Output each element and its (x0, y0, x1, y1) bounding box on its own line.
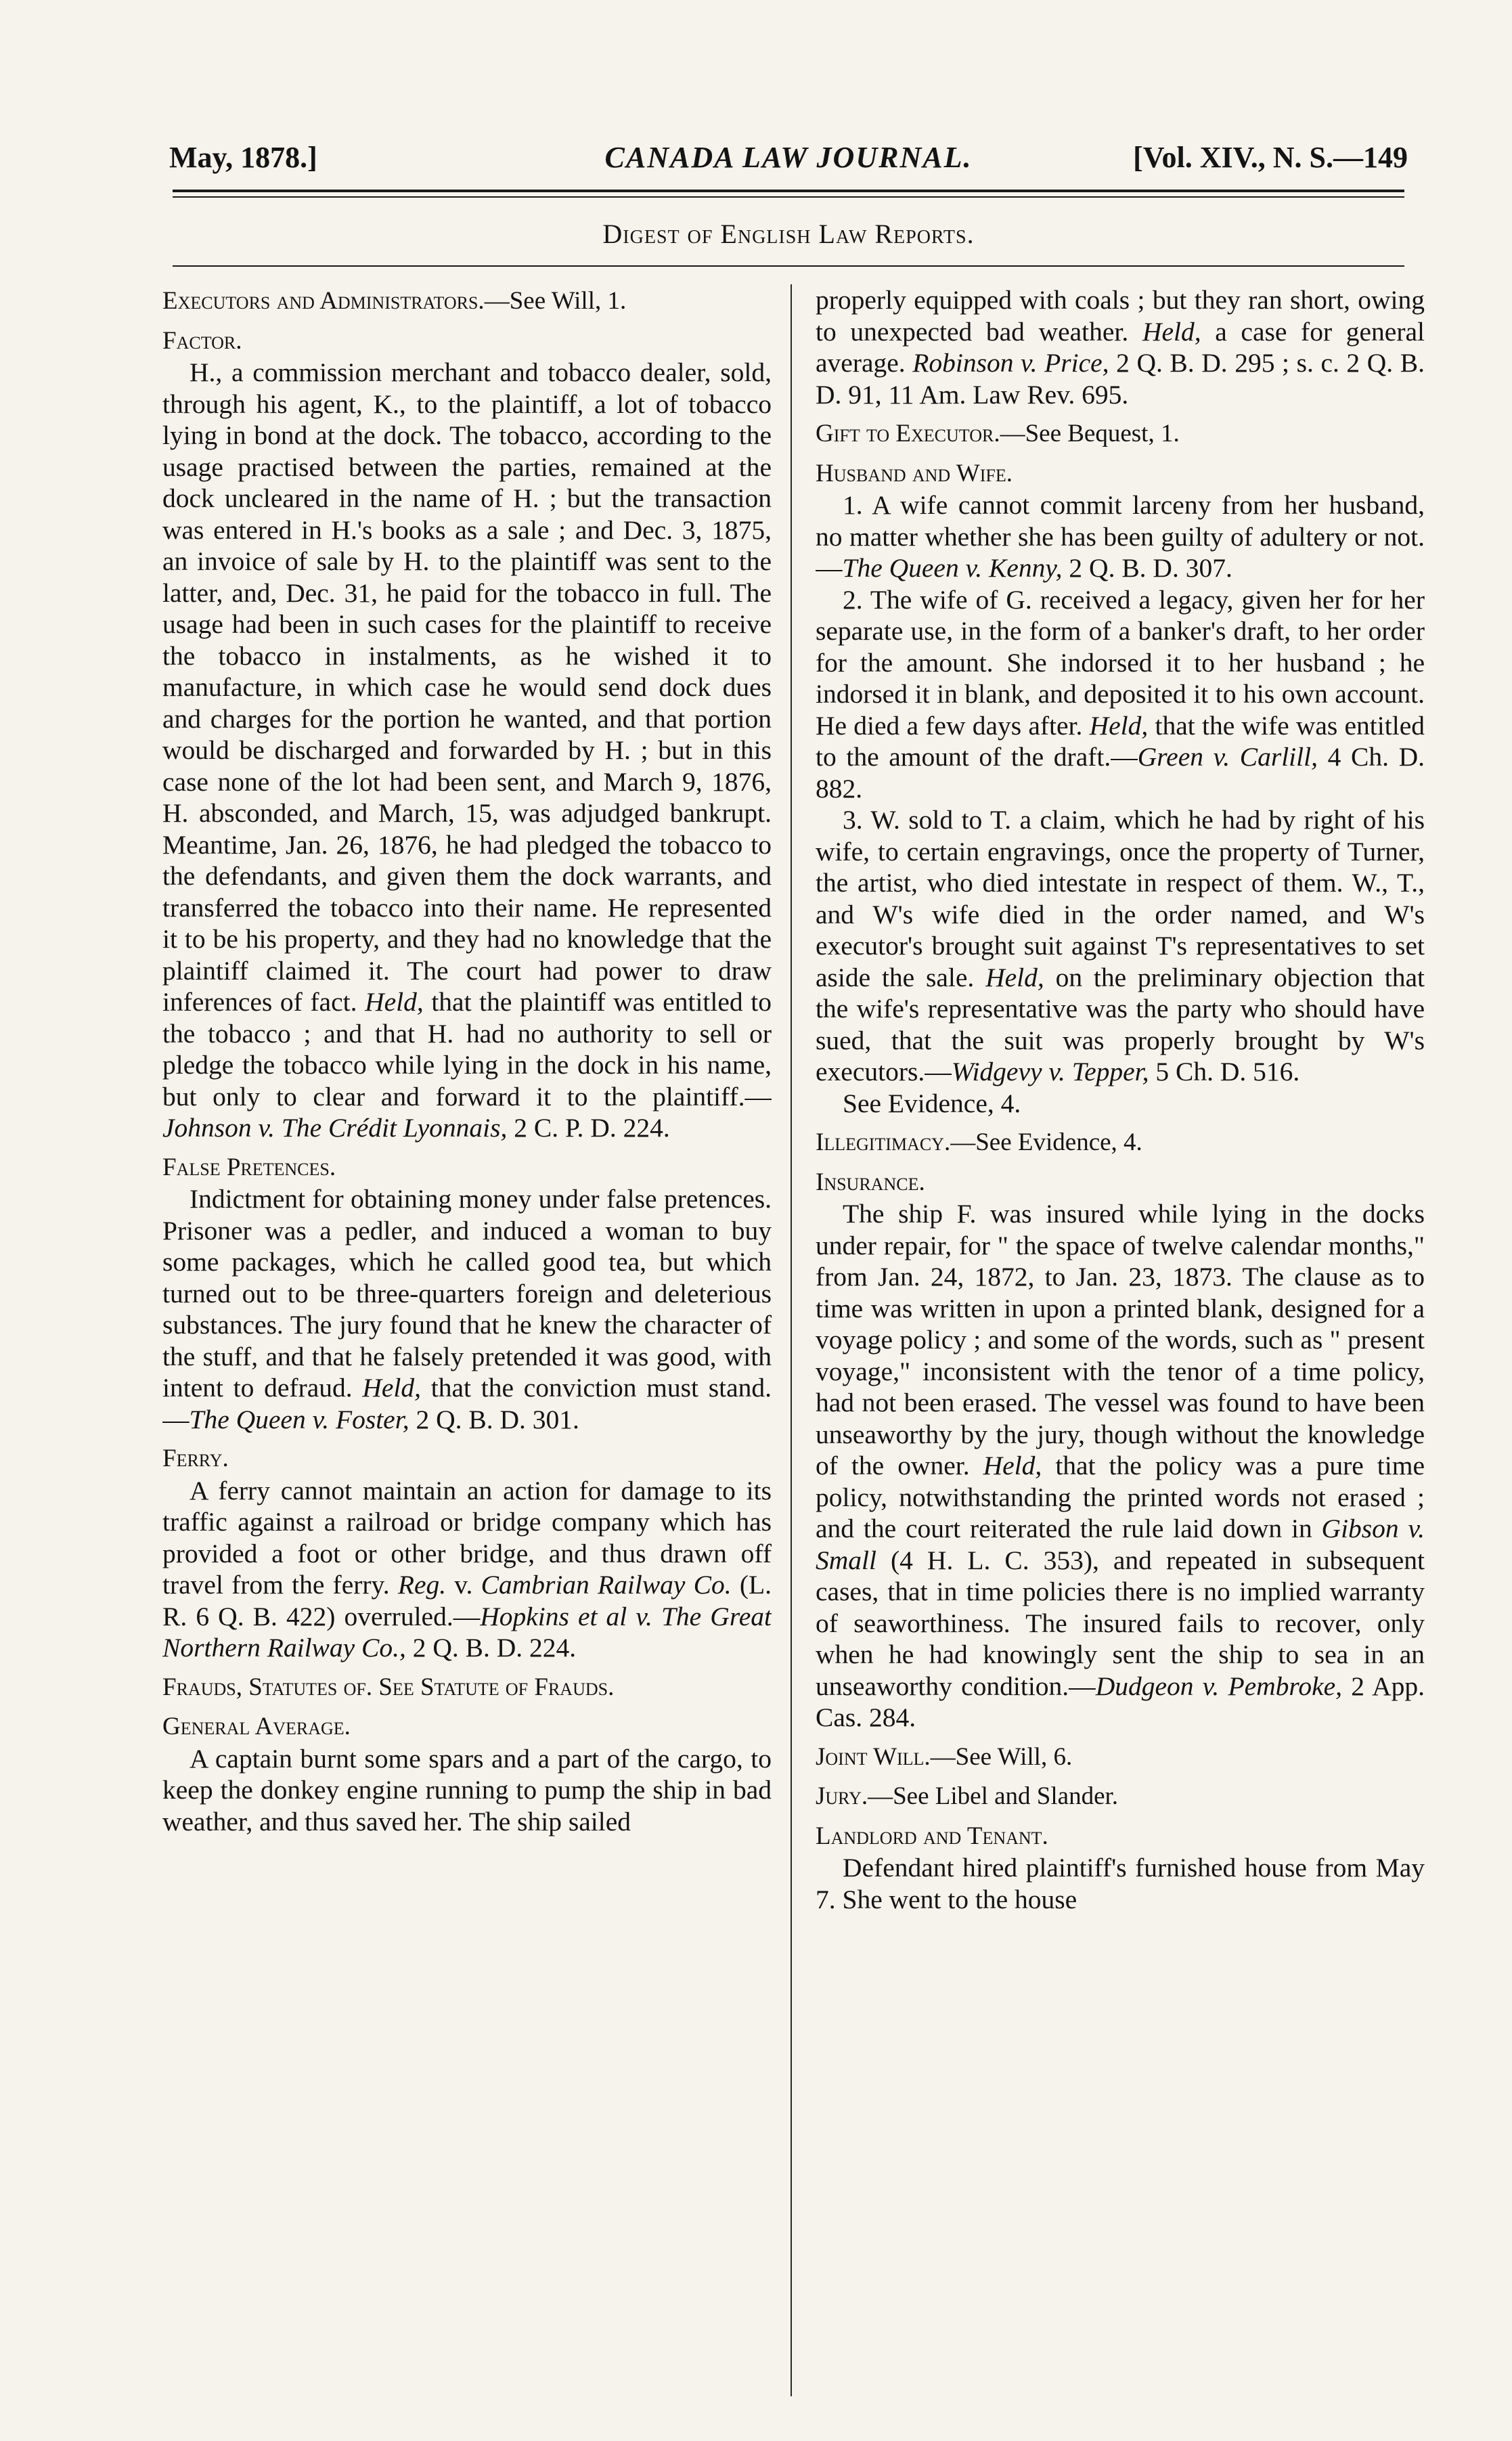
running-head (169, 134, 1408, 181)
case-citation: Green v. Carlill, (1137, 742, 1318, 772)
entry-frauds (162, 1672, 772, 1704)
entry-heading: Illegitimacy. (816, 1128, 951, 1156)
case-citation: Hopkins et al v. The Great Northern Railway Co., (162, 1601, 772, 1663)
entry-body: Indictment for obtaining money under false pretences. Prisoner was a pedler, and induced a woman to buy some packages, which he called good tea, but which turned out to be three-quarters foreign and deleterious substances. The jury found that he knew the character of the stuff, and that he falsely pretended it was good, with intent to defraud. Held, that the conviction must stand.—The Queen v. Foster, 2 Q. B. D. 301. (162, 1184, 772, 1434)
entry-body: 1. A wife cannot commit larceny from her husband, no matter whether she has been guilty of adultery or not.—The Queen v. Kenny, 2 Q. B. D. 307. (816, 490, 1425, 583)
entry-executors (162, 286, 772, 317)
entry-general-average (162, 1711, 772, 1837)
entry-general-average-continued (816, 284, 1425, 410)
entry-heading: General Average. (162, 1713, 351, 1740)
cross-reference: —See Evidence, 4. (950, 1128, 1142, 1156)
entry-body: properly equipped with coals ; but they ran short, owing to unexpected bad weather. Held, a case for general average. Robinson v. Price, 2 Q. B. D. 295 ; s. c. 2 Q. B. D. 91, 11 Am. Law Rev. 695. (816, 285, 1425, 410)
entry-heading: Gift to Executor. (816, 420, 1000, 447)
entry-joint-will (816, 1742, 1425, 1774)
entry-husband-and-wife (816, 458, 1425, 1120)
entry-body: Defendant hired plaintiff's furnished house from May 7. She went to the house (816, 1853, 1425, 1914)
case-citation: The Queen v. Kenny, (842, 553, 1063, 583)
entry-heading: Executors and Administrators. (162, 287, 485, 315)
entry-heading: False Pretences. (162, 1153, 336, 1181)
entry-factor (162, 326, 772, 1144)
case-citation: Widgevy v. Tepper, (951, 1057, 1149, 1086)
volume-page-number: [Vol. XIV., N. S.—149 (1133, 141, 1408, 174)
entry-heading: Husband and Wife. (816, 459, 1013, 487)
entry-jury (816, 1781, 1425, 1813)
journal-title: CANADA LAW JOURNAL. (604, 141, 973, 174)
case-citation: The Queen v. Foster, (189, 1404, 409, 1434)
entry-heading: Jury. (816, 1782, 868, 1810)
cross-reference: See Statute of Frauds. (372, 1673, 615, 1701)
entry-body: A ferry cannot maintain an action for damage to its traffic against a railroad or bridge company which has provided a foot or other bridge, and thus drawn off travel from the ferry. Reg. v. Cambrian Railway Co. (L. R. 6 Q. B. 422) overruled.—Hopkins et al v. The Great Northern Railway Co., 2 Q. B. D. 224. (162, 1475, 772, 1663)
entry-body: A captain burnt some spars and a part of the cargo, to keep the donkey engine running to pump the ship in bad weather, and thus saved her. The ship sailed (162, 1743, 772, 1837)
entry-body: The ship F. was insured while lying in the docks under repair, for " the space of twelve calendar months," from Jan. 24, 1872, to Jan. 23, 1873. The clause as to time was written in upon a printed blank, designed for a voyage policy ; and some of the words, such as " present voyage," inconsistent with the tenor of a time policy, had not been erased. The vessel was found to have been unseaworthy by the jury, though without the knowledge of the owner. Held, that the policy was a pure time policy, notwithstanding the printed words not erased ; and the court reiterated the rule laid down in Gibson v. Small (4 H. L. C. 353), and repeated in subsequent cases, that in time policies there is no implied warranty of seaworthiness. The insured fails to recover, only when he had knowingly sent the ship to sea in an unseaworthy condition.—Dudgeon v. Pembroke, 2 App. Cas. 284. (816, 1199, 1425, 1732)
entry-body: 2. The wife of G. received a legacy, given her for her separate use, in the form of a banker's draft, to her order for the amount. She indorsed it to her husband ; he indorsed it in blank, and deposited it to his own account. He died a few days after. Held, that the wife was entitled to the amount of the draft.—Green v. Carlill, 4 Ch. D. 882. (816, 584, 1425, 804)
entry-heading: Landlord and Tenant. (816, 1822, 1048, 1850)
left-column (162, 284, 772, 2396)
entry-body: 3. W. sold to T. a claim, which he had by right of his wife, to certain engravings, once the property of Turner, the artist, who died intestate in respect of them. W., T., and W's wife died in the order named, and W's executor's brought suit against T's representatives to set aside the sale. Held, on the preliminary objection that the wife's representative was the party who should have sued, that the suit was properly brought by W's executors.—Widgevy v. Tepper, 5 Ch. D. 516. (816, 805, 1425, 1086)
cross-reference: —See Libel and Slander. (868, 1782, 1119, 1810)
case-citation: Robinson v. Price, (912, 348, 1109, 378)
entry-heading: Insurance. (816, 1168, 925, 1196)
entry-heading: Ferry. (162, 1445, 229, 1472)
column-divider (791, 284, 792, 2396)
cross-reference: —See Bequest, 1. (1000, 420, 1180, 447)
case-citation: Dudgeon v. Pembroke, (1095, 1671, 1343, 1701)
cross-reference: See Evidence, 4. (843, 1088, 1021, 1118)
issue-date: May, 1878.] (169, 141, 317, 174)
entry-insurance (816, 1167, 1425, 1734)
case-citation: Johnson v. The Crédit Lyonnais, (162, 1113, 508, 1143)
cross-reference: —See Will, 6. (930, 1742, 1073, 1771)
entry-gift-to-executor (816, 418, 1425, 450)
right-column (816, 284, 1425, 2396)
entry-illegitimacy (816, 1127, 1425, 1159)
entry-false-pretences (162, 1152, 772, 1436)
entry-ferry (162, 1443, 772, 1664)
entry-landlord-and-tenant (816, 1821, 1425, 1916)
entry-heading: Frauds, Statutes of. (162, 1673, 373, 1701)
section-title: Digest of English Law Reports. (602, 219, 975, 249)
entry-heading: Joint Will. (816, 1742, 931, 1771)
header-rule (173, 265, 1404, 267)
entry-heading: Factor. (162, 326, 242, 355)
header-double-rule (173, 190, 1404, 198)
cross-reference: —See Will, 1. (484, 287, 627, 315)
entry-body: H., a commission merchant and tobacco dealer, sold, through his agent, K., to the plaintiff, a lot of tobacco lying in bond at the dock. The tobacco, according to the usage practised between the parties, remained at the dock uncleared in the name of H. ; but the transaction was entered in H.'s books as a sale ; and Dec. 3, 1875, an invoice of sale by H. to the plaintiff was sent to the latter, and, Dec. 31, he paid for the tobacco in full. The usage had been in such cases for the plaintiff to receive the tobacco in instalments, as he wished it to manufacture, in which case he would send dock dues and charges for the portion he wanted, and that portion would be discharged and forwarded by H. ; but in this case none of the lot had been sent, and March 9, 1876, H. absconded, and March, 15, was adjudged bankrupt. Meantime, Jan. 26, 1876, he had pledged the tobacco to the defendants, and given them the dock warrants, and transferred the tobacco into their name. He represented it to be his property, and they had no knowledge that the plaintiff claimed it. The court had power to draw inferences of fact. Held, that the plaintiff was entitled to the tobacco ; and that H. had no authority to sell or pledge the tobacco while lying in the dock in his name, but only to clear and forward it to the plaintiff.—Johnson v. The Crédit Lyonnais, 2 C. P. D. 224. (162, 357, 772, 1143)
